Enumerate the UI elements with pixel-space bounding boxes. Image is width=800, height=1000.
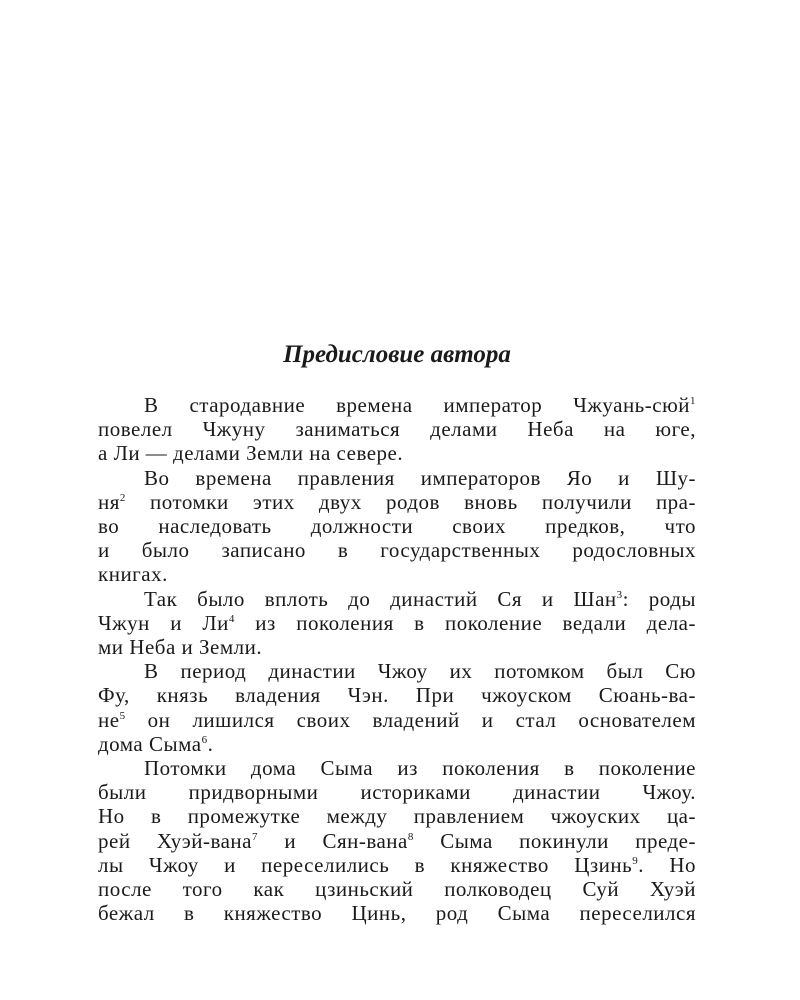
- paragraph: [98, 756, 696, 925]
- text-segment: ня: [98, 489, 120, 514]
- text-line: [98, 441, 696, 465]
- text-segment: Так было вплоть до династий Ся и Шан: [144, 586, 617, 611]
- text-segment: были придворными историками династии Чжоу.: [98, 780, 696, 805]
- footnote-marker[interactable]: 4: [228, 612, 235, 625]
- text-segment: рей Хуэй-вана: [98, 828, 252, 853]
- text-segment: и Сян-вана: [258, 828, 408, 853]
- text-segment: повелел Чжуну заниматься делами Неба на юге,: [98, 417, 696, 442]
- text-segment: он лишился своих владений и стал основателем: [125, 707, 696, 732]
- text-segment: .: [207, 731, 214, 756]
- paragraph: [98, 393, 696, 466]
- footnote-marker[interactable]: 5: [119, 709, 126, 722]
- text-segment: лы Чжоу и переселились в княжество Цзинь: [98, 852, 633, 877]
- footnote-marker[interactable]: 8: [407, 830, 414, 843]
- text-segment: Чжун и Ли: [98, 610, 229, 635]
- text-segment: во наследовать должности своих предков, что: [98, 514, 696, 539]
- footnote-marker[interactable]: 2: [119, 491, 126, 504]
- text-segment: не: [98, 707, 120, 732]
- text-line: [98, 611, 696, 635]
- body-text: [98, 393, 696, 925]
- text-segment: Сыма покинули преде-: [413, 828, 696, 853]
- text-segment: и было записано в государственных родословных: [98, 538, 696, 563]
- text-segment: . Но: [638, 852, 696, 877]
- text-segment: Во времена правления императоров Яо и Шу-: [144, 465, 696, 490]
- text-segment: дома Сыма: [98, 731, 202, 756]
- text-line: [98, 901, 696, 925]
- text-segment: ми Неба и Земли.: [98, 635, 263, 660]
- text-line: [98, 853, 696, 877]
- text-line: [98, 804, 696, 828]
- text-segment: В стародавние времена император Чжуань-сюй: [144, 393, 690, 417]
- text-segment: Фу, князь владения Чэн. При чжоуском Сюань-ва-: [98, 683, 696, 708]
- text-line: [98, 417, 696, 441]
- text-segment: Но в промежутке между правлением чжоуских ца-: [98, 804, 696, 829]
- text-line: [98, 538, 696, 562]
- text-segment: из поколения в поколение ведали дела-: [234, 610, 696, 635]
- footnote-marker[interactable]: 3: [616, 588, 623, 601]
- footnote-marker[interactable]: 6: [201, 733, 208, 746]
- text-segment: бежал в княжество Цинь, род Сыма переселился: [98, 901, 696, 926]
- footnote-marker[interactable]: 1: [690, 395, 696, 407]
- text-line: [98, 829, 696, 853]
- text-line: [98, 683, 696, 707]
- text-line: [98, 393, 696, 417]
- text-line: [98, 659, 696, 683]
- text-line: [98, 756, 696, 780]
- text-line: [98, 514, 696, 538]
- text-segment: а Ли — делами Земли на севере.: [98, 441, 404, 466]
- text-segment: потомки этих двух родов вновь получили пра-: [125, 489, 696, 514]
- text-line: [98, 490, 696, 514]
- paragraph: [98, 466, 696, 587]
- footnote-marker[interactable]: 9: [632, 854, 639, 867]
- text-line: [98, 780, 696, 804]
- text-line: [98, 732, 696, 756]
- text-line: [98, 562, 696, 586]
- text-line: [98, 708, 696, 732]
- text-segment: : роды: [622, 586, 696, 611]
- paragraph: [98, 659, 696, 756]
- text-segment: после того как цзиньский полководец Суй Хуэй: [98, 877, 696, 902]
- text-segment: В период династии Чжоу их потомком был Сю: [144, 659, 696, 684]
- text-line: [98, 466, 696, 490]
- footnote-marker[interactable]: 7: [252, 830, 258, 843]
- book-page: [98, 0, 696, 1000]
- text-segment: Потомки дома Сыма из поколения в поколение: [144, 756, 696, 781]
- text-line: [98, 635, 696, 659]
- text-line: [98, 877, 696, 901]
- text-line: [98, 587, 696, 611]
- chapter-heading: Предисловие автора: [283, 341, 511, 368]
- paragraph: [98, 587, 696, 660]
- text-segment: книгах.: [98, 562, 168, 587]
